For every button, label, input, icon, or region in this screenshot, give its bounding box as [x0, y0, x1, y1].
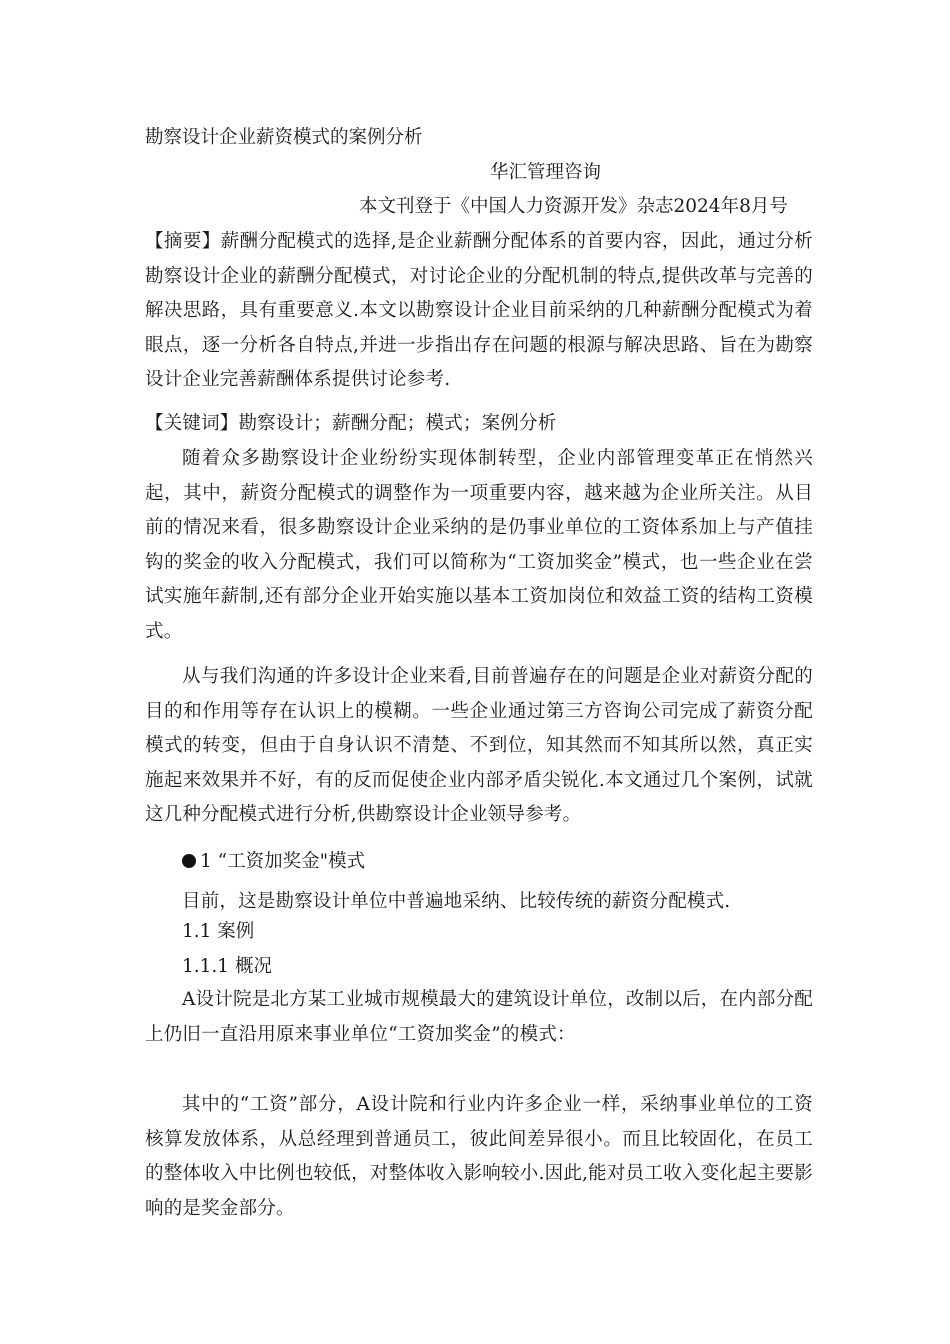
- keywords-line: 【关键词】勘察设计；薪酬分配；模式；案例分析: [145, 413, 557, 434]
- case-paragraph-2: 其中的“工资”部分，A设计院和行业内许多企业一样，采纳事业单位的工资核算发放体系，从总经理到普通员工，彼此间差异很小。而且比较固化，在员工的整体收入中比例也较低，对整体收入影响较小.因此,能对员工收入变化起主要影响的是奖金部分。: [145, 1094, 813, 1219]
- bullet-dot-icon: [182, 854, 196, 868]
- document-page: [145, 0, 813, 1344]
- publication-info: 本文刊登于《中国人力资源开发》杂志2024年8月号: [359, 196, 788, 217]
- intro-paragraph-1: 随着众多勘察设计企业纷纷实现体制转型，企业内部管理变革正在悄然兴起，其中，薪资分配模式的调整作为一项重要内容，越来越为企业所关注。从目前的情况来看，很多勘察设计企业采纳的是仍事业单位的工资体系加上与产值挂钩的奖金的收入分配模式，我们可以简称为“工资加奖金”模式，也一些企业在尝试实施年薪制,还有部分企业开始实施以基本工资加岗位和效益工资的结构工资模式。: [145, 448, 813, 642]
- abstract-paragraph: 【摘要】薪酬分配模式的选择,是企业薪酬分配体系的首要内容，因此，通过分析勘察设计企业的薪酬分配模式，对讨论企业的分配机制的特点,提供改革与完善的解决思路，具有重要意义.本文以勘察设计企业目前采纳的几种薪酬分配模式为着眼点，逐一分析各自特点,并进一步指出存在问题的根源与解决思路、旨在为勘察设计企业完善薪酬体系提供讨论参考.: [145, 231, 813, 391]
- section-1-heading-text: 1 “工资加奖金"模式: [200, 851, 366, 872]
- document-author: 华汇管理咨询: [490, 162, 602, 183]
- section-1-1-heading: 1.1 案例: [182, 921, 255, 942]
- section-1-text: 目前，这是勘察设计单位中普遍地采纳、比较传统的薪资分配模式.: [182, 891, 731, 912]
- intro-paragraph-2: 从与我们沟通的许多设计企业来看,目前普遍存在的问题是企业对薪资分配的目的和作用等存在认识上的模糊。一些企业通过第三方咨询公司完成了薪资分配模式的转变，但由于自身认识不清楚、不到位，知其然而不知其所以然，真正实施起来效果并不好，有的反而促使企业内部矛盾尖锐化.本文通过几个案例，试就这几种分配模式进行分析,供勘察设计企业领导参考。: [145, 666, 813, 826]
- section-1-1-1-heading: 1.1.1 概况: [182, 956, 272, 977]
- section-1-heading: [182, 850, 365, 874]
- document-title: 勘察设计企业薪资模式的案例分析: [145, 127, 423, 148]
- case-paragraph-1: A设计院是北方某工业城市规模最大的建筑设计单位，改制以后，在内部分配上仍旧一直沿用原来事业单位“工资加奖金”的模式：: [145, 989, 813, 1045]
